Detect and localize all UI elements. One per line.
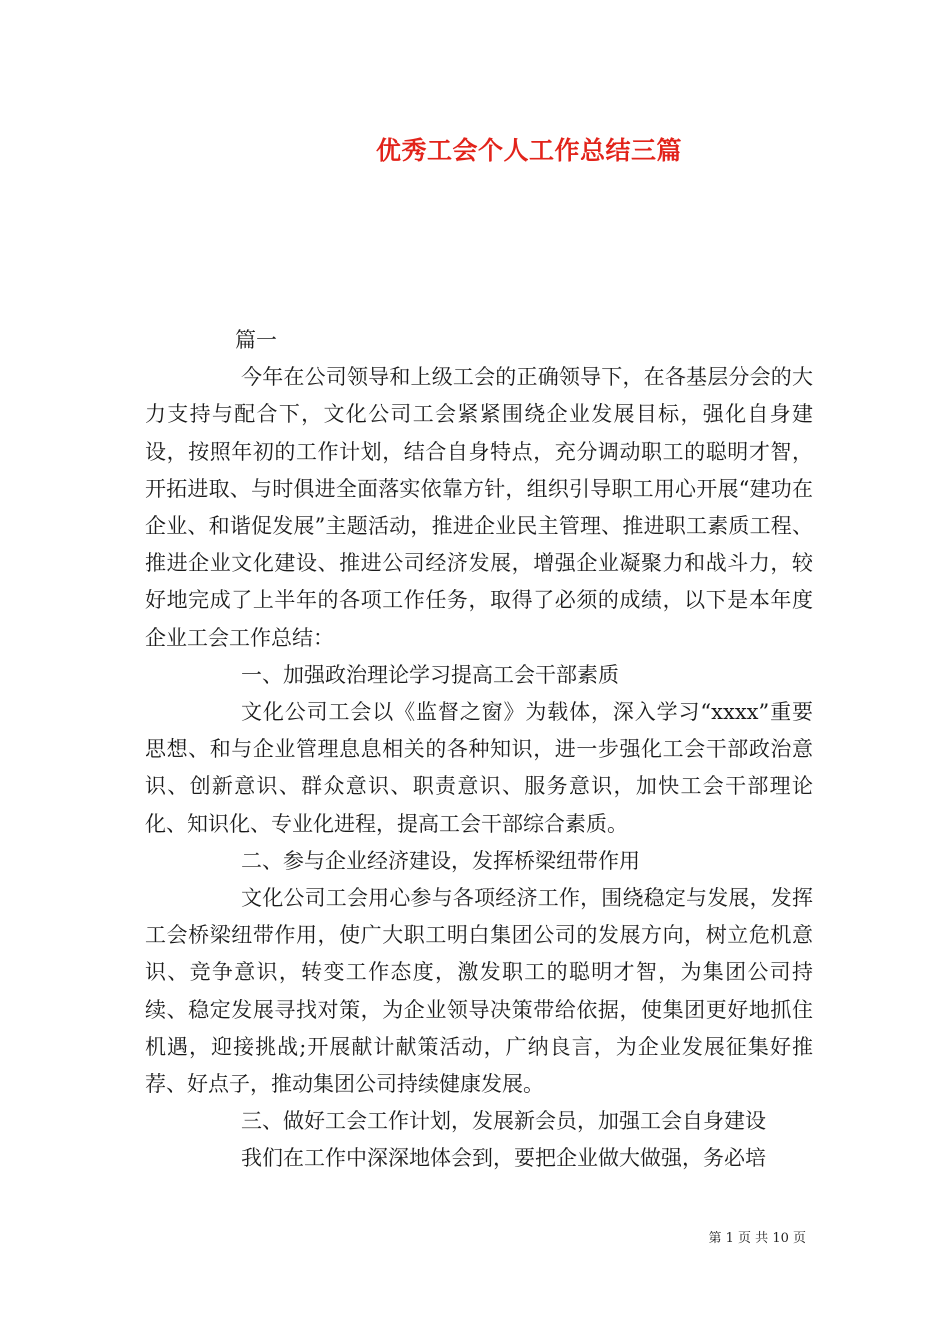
- page-number-footer: 第 1 页 共 10 页: [708, 1231, 806, 1246]
- section-label: 篇一: [235, 328, 277, 352]
- section-heading: 三、做好工会工作计划，发展新会员，加强工会自身建设: [241, 1109, 766, 1134]
- section-heading: 二、参与企业经济建设，发挥桥梁纽带作用: [241, 848, 640, 873]
- body-paragraph: 文化公司工会以《监督之窗》为载体，深入学习“xxxx”重要思想、和与企业管理息息相关的各种知识，进一步强化工会干部政治意识、创新意识、群众意识、职责意识、服务意识，加快工会干部理论化、知识化、专业化进程，提高工会干部综合素质。: [145, 700, 813, 836]
- body-paragraph: 我们在工作中深深地体会到，要把企业做大做强，务必培: [241, 1146, 766, 1171]
- document-body: [145, 322, 813, 1178]
- body-paragraph: 今年在公司领导和上级工会的正确领导下，在各基层分会的大力支持与配合下，文化公司工会紧紧围绕企业发展目标，强化自身建设，按照年初的工作计划，结合自身特点，充分调动职工的聪明才智，开拓进取、与时俱进全面落实依靠方针，组织引导职工用心开展“建功在企业、和谐促发展”主题活动，推进企业民主管理、推进职工素质工程、推进企业文化建设、推进公司经济发展，增强企业凝聚力和战斗力，较好地完成了上半年的各项工作任务，取得了必须的成绩，以下是本年度企业工会工作总结：: [145, 365, 813, 650]
- body-paragraph: 文化公司工会用心参与各项经济工作，围绕稳定与发展，发挥工会桥梁纽带作用，使广大职工明白集团公司的发展方向，树立危机意识、竞争意识，转变工作态度，激发职工的聪明才智，为集团公司持续、稳定发展寻找对策，为企业领导决策带给依据，使集团更好地抓住机遇，迎接挑战;开展献计献策活动，广纳良言，为企业发展征集好推荐、好点子，推动集团公司持续健康发展。: [145, 886, 813, 1097]
- section-heading: 一、加强政治理论学习提高工会干部素质: [241, 662, 619, 687]
- document-title: 优秀工会个人工作总结三篇: [375, 136, 682, 165]
